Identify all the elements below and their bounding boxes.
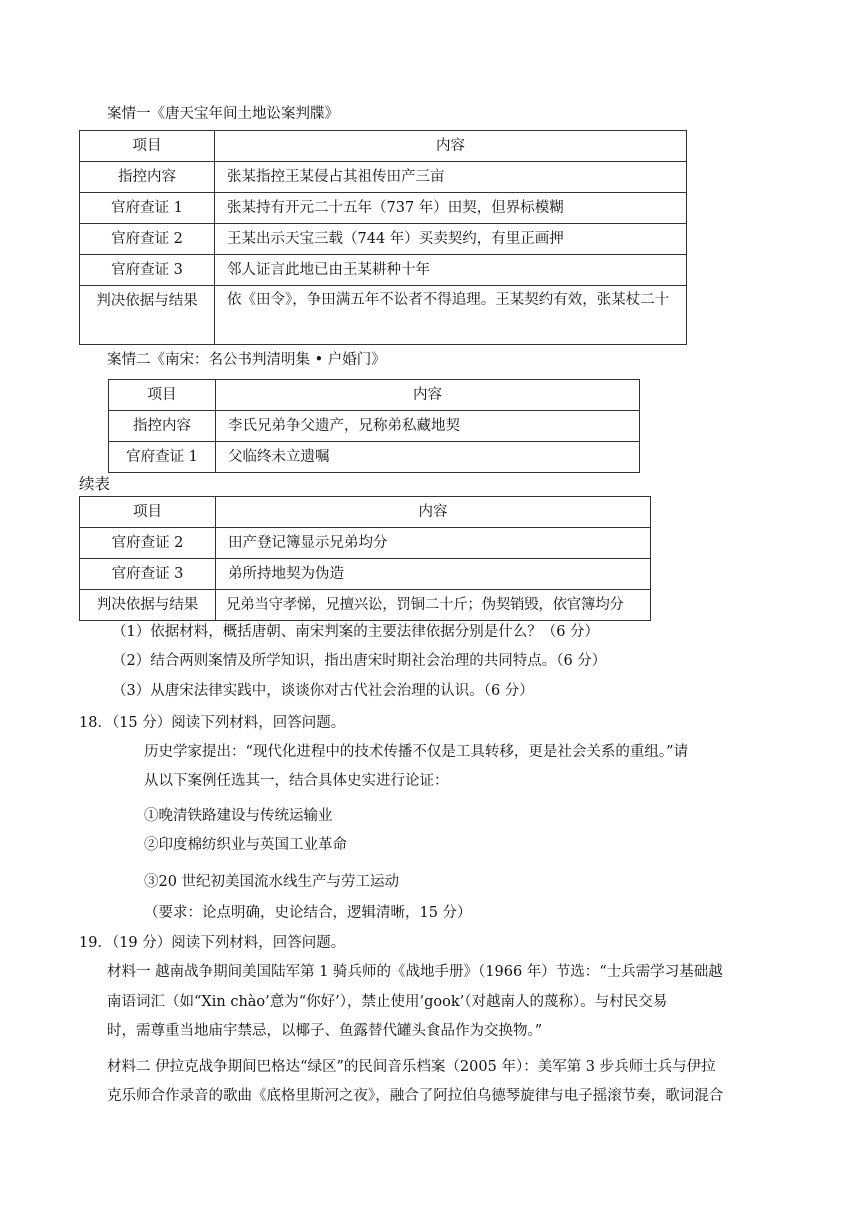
- table-row: [109, 442, 640, 473]
- q18-line1: 历史学家提出：“现代化进程中的技术传播不仅是工具转移，更是社会关系的重组。”请: [144, 744, 689, 760]
- case2-table: [108, 379, 640, 473]
- q18-heading: 18．（15 分）阅读下列材料，回答问题。: [79, 715, 346, 731]
- header-content: 内容: [216, 380, 640, 411]
- table-row: [80, 162, 687, 193]
- row-label: 官府查证 3: [80, 255, 215, 286]
- row-label: 指控内容: [109, 411, 216, 442]
- row-label: 官府查证 3: [80, 559, 216, 590]
- row-label: 官府查证 1: [109, 442, 216, 473]
- table-row: [80, 528, 651, 559]
- row-value: 邻人证言此地已由王某耕种十年: [215, 255, 687, 286]
- table-header-row: [80, 131, 687, 162]
- table-row: [80, 193, 687, 224]
- row-label: 判决依据与结果: [80, 286, 215, 345]
- row-label: 判决依据与结果: [80, 590, 216, 621]
- row-value: 王某出示天宝三载（744 年）买卖契约，有里正画押: [215, 224, 687, 255]
- case1-title: 案情一《唐天宝年间土地讼案判牒》: [107, 106, 339, 122]
- q19-material2-line1: 材料二 伊拉克战争期间巴格达“绿区”的民间音乐档案（2005 年）：美军第 3 步兵师士兵与伊拉: [107, 1059, 716, 1075]
- row-label: 官府查证 2: [80, 224, 215, 255]
- q18-option-3: ③20 世纪初美国流水线生产与劳工运动: [144, 874, 400, 890]
- table-row: [109, 411, 640, 442]
- question-2: （2）结合两则案情及所学知识，指出唐宋时期社会治理的共同特点。（6 分）: [112, 653, 607, 669]
- row-label: 官府查证 2: [80, 528, 216, 559]
- table-row: [80, 286, 687, 345]
- row-value: 父临终未立遗嘱: [216, 442, 640, 473]
- header-item: 项目: [80, 497, 216, 528]
- table-row: [80, 255, 687, 286]
- row-value: 田产登记簿显示兄弟均分: [216, 528, 651, 559]
- q18-line2: 从以下案例任选其一，结合具体史实进行论证：: [144, 773, 449, 789]
- q19-material2-line2: 克乐师合作录音的歌曲《底格里斯河之夜》，融合了阿拉伯乌德琴旋律与电子摇滚节奏，歌词混合: [107, 1088, 724, 1104]
- q18-option-1: ①晚清铁路建设与传统运输业: [144, 808, 333, 824]
- row-value: 弟所持地契为伪造: [216, 559, 651, 590]
- row-value: [215, 286, 687, 345]
- continued-label: 续表: [79, 475, 111, 493]
- case2-continued-table: [79, 496, 651, 621]
- table-row: [80, 224, 687, 255]
- row-value: 兄弟当守孝悌，兄擅兴讼，罚铜二十斤；伪契销毁，依官簿均分: [216, 590, 651, 621]
- row-label: 指控内容: [80, 162, 215, 193]
- question-3: （3）从唐宋法律实践中，谈谈你对古代社会治理的认识。（6 分）: [112, 683, 534, 699]
- header-content: 内容: [216, 497, 651, 528]
- case1-table: [79, 130, 687, 345]
- question-1: （1）依据材料，概括唐朝、南宋判案的主要法律依据分别是什么？（6 分）: [112, 624, 600, 640]
- header-content: 内容: [215, 131, 687, 162]
- table-row: [80, 559, 651, 590]
- q19-material1-line2: 南语词汇（如“Xin chào’意为“你好’），禁止使用’gook’（对越南人的蔑称）。与村民交易: [107, 994, 668, 1010]
- row-value: 张某持有开元二十五年（737 年）田契，但界标模糊: [215, 193, 687, 224]
- q19-material1-line1: 材料一 越南战争期间美国陆军第 1 骑兵师的《战地手册》（1966 年）节选：“士兵需学习基础越: [107, 964, 723, 980]
- q19-material1-line3: 时，需尊重当地庙宇禁忌，以椰子、鱼露替代罐头食品作为交换物。”: [107, 1023, 543, 1039]
- table-header-row: [109, 380, 640, 411]
- q19-heading: 19．（19 分）阅读下列材料，回答问题。: [79, 935, 346, 951]
- header-item: 项目: [80, 131, 215, 162]
- table-header-row: [80, 497, 651, 528]
- case2-title: 案情二《南宋：名公书判清明集 • 户婚门》: [107, 352, 386, 368]
- verdict-text: 依《田令》，争田满五年不讼者不得追理。王某契约有效，张某杖二十: [227, 292, 670, 308]
- q18-option-2: ②印度棉纺织业与英国工业革命: [144, 837, 347, 853]
- table-row: [80, 590, 651, 621]
- row-value: 李氏兄弟争父遗产，兄称弟私藏地契: [216, 411, 640, 442]
- row-label: 官府查证 1: [80, 193, 215, 224]
- header-item: 项目: [109, 380, 216, 411]
- row-value: 张某指控王某侵占其祖传田产三亩: [215, 162, 687, 193]
- q18-requirement: （要求：论点明确，史论结合，逻辑清晰，15 分）: [144, 905, 472, 921]
